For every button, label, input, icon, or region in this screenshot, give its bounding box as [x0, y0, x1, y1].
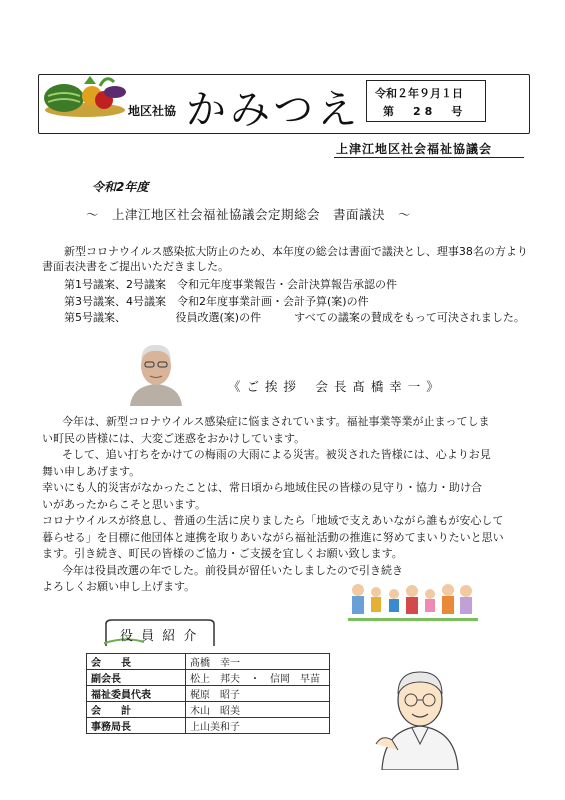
- message-line: い町民の皆様には、大変ご迷惑をおかけしています。: [42, 431, 306, 445]
- table-row: [87, 686, 330, 702]
- agenda-item: 第1号議案、2号議案 令和元年度事業報告・会計決算報告承認の件: [64, 278, 397, 291]
- officer-name: 木山 昭美: [186, 702, 330, 718]
- officer-role: 事務局長: [87, 718, 186, 734]
- fiscal-year: 令和2年度: [92, 180, 149, 194]
- agenda-item: 第5号議案、 役員改選(案)の件 すべての議案の賛成をもって可決されました。: [64, 311, 525, 324]
- message-line: 今年は、新型コロナウイルス感染症に悩まされています。福祉事業等業が止まってしま: [62, 415, 490, 428]
- issue-number: 第 28 号: [383, 105, 467, 118]
- agenda-item: 第3号議案、4号議案 令和2年度事業計画・会計予算(案)の件: [64, 294, 369, 308]
- message-line: 暮らせる」を目標に他団体と連携を取りあいながら福祉活動の推進に努めてまいりたいと思い: [42, 530, 504, 544]
- message-line: コロナウイルスが終息し、普通の生活に戻りましたら「地域で支えあいながら誰もが安心して: [42, 514, 504, 527]
- issue-date: 令和２年９月１日: [375, 87, 463, 100]
- officer-role: 会 長: [87, 654, 186, 670]
- message-line: 舞い申しあげます。: [42, 464, 141, 478]
- officer-role: 会 計: [87, 702, 186, 718]
- message-line: 幸いにも人的災害がなかったことは、常日頃から地域住民の皆様の見守り・協力・助け合: [42, 481, 482, 494]
- officer-name: 上山美和子: [186, 718, 330, 734]
- chairman-message: [42, 414, 502, 596]
- message-line: よろしくお願い申し上げます。: [42, 580, 196, 593]
- vegetable-basket-illustration: [40, 70, 130, 118]
- roles-title: 役 員 紹 介: [120, 629, 199, 644]
- agenda-list: [64, 276, 525, 326]
- officer-name: 髙橋 幸一: [186, 654, 330, 670]
- message-line: ます。引き続き、町民の皆様のご協力・ご支援を宜しくお願い致します。: [42, 547, 403, 560]
- table-row: [87, 702, 330, 718]
- officers-table: [86, 653, 330, 734]
- officer-name: 松上 邦夫 ・ 信岡 早苗: [186, 670, 330, 686]
- table-row: [87, 654, 330, 670]
- issue-info-box: [366, 80, 486, 122]
- message-line: いがあったからこそと思います。: [42, 497, 207, 511]
- intro-line: 新型コロナウイルス感染拡大防止のため、本年度の総会は書面で議決とし、理事38名の方より: [64, 245, 528, 258]
- message-line: 今年は役員改選の年でした。前役員が留任いたしましたので引き続き: [62, 563, 403, 577]
- table-row: [87, 670, 330, 686]
- org-label: 地区社協: [128, 104, 177, 118]
- headline: ～ 上津江地区社会福祉協議会定期総会 書面議決 ～: [86, 207, 412, 222]
- elderly-man-illustration: [372, 660, 467, 770]
- newsletter-title: かみつえ: [186, 87, 362, 133]
- chairman-photo: [126, 336, 186, 406]
- message-line: そして、追い打ちをかけての梅雨の大雨による災害。被災された皆様には、心よりお見: [62, 448, 491, 461]
- publisher: 上津江地区社会福祉協議会: [336, 142, 493, 156]
- intro-line: 書面表決書をご提出いただきました。: [42, 260, 229, 273]
- officer-role: 福祉委員代表: [87, 686, 186, 702]
- officer-name: 梶原 昭子: [186, 686, 330, 702]
- publisher-underline: [334, 157, 524, 158]
- table-row: [87, 718, 330, 734]
- family-illustration: [348, 582, 478, 624]
- officer-role: 副会長: [87, 670, 186, 686]
- greeting-heading: 《 ご 挨 拶 会 長 髙 橋 幸 一 》: [228, 379, 440, 394]
